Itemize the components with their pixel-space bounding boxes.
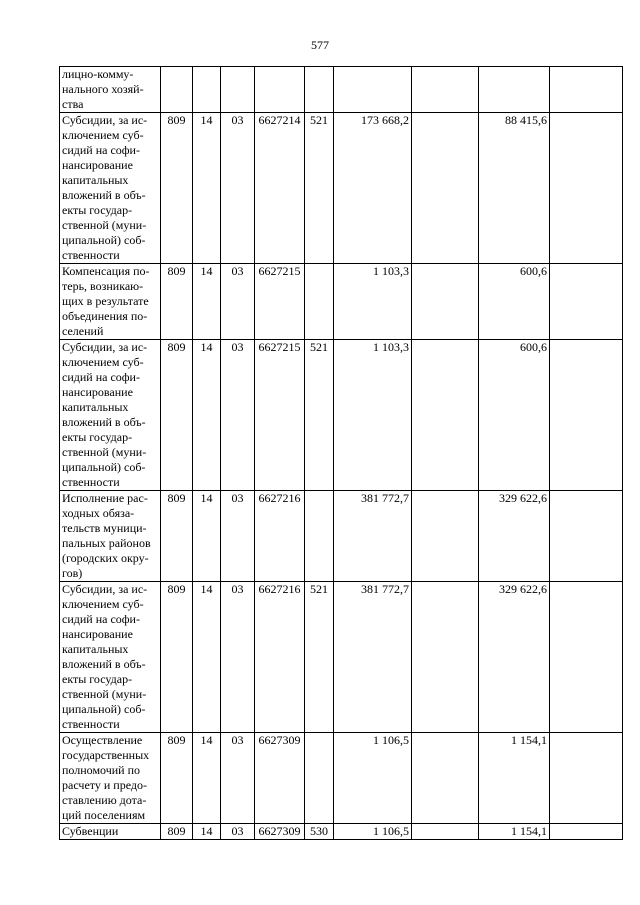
amount-cell-3: 600,6 bbox=[479, 264, 550, 340]
amount-cell-2 bbox=[412, 67, 479, 113]
section-code-cell: 14 bbox=[193, 113, 221, 264]
amount-cell-2 bbox=[412, 340, 479, 491]
page-number: 577 bbox=[311, 38, 329, 52]
amount-cell-3: 88 415,6 bbox=[479, 113, 550, 264]
section-code-cell: 14 bbox=[193, 340, 221, 491]
section-code-cell: 14 bbox=[193, 582, 221, 733]
target-article-cell bbox=[255, 67, 305, 113]
budget-table bbox=[59, 66, 623, 840]
amount-cell-2 bbox=[412, 113, 479, 264]
amount-cell-4 bbox=[550, 67, 623, 113]
table-row bbox=[60, 491, 623, 582]
section-code-cell: 14 bbox=[193, 733, 221, 824]
ministry-code-cell: 809 bbox=[161, 582, 193, 733]
expense-type-cell: 521 bbox=[305, 113, 334, 264]
subsection-code-cell: 03 bbox=[221, 340, 255, 491]
subsection-code-cell bbox=[221, 67, 255, 113]
amount-cell-1: 173 668,2 bbox=[334, 113, 412, 264]
section-code-cell: 14 bbox=[193, 491, 221, 582]
amount-cell-1: 1 106,5 bbox=[334, 824, 412, 840]
ministry-code-cell: 809 bbox=[161, 733, 193, 824]
amount-cell-2 bbox=[412, 824, 479, 840]
target-article-cell: 6627216 bbox=[255, 491, 305, 582]
amount-cell-4 bbox=[550, 582, 623, 733]
amount-cell-1: 1 103,3 bbox=[334, 340, 412, 491]
amount-cell-4 bbox=[550, 264, 623, 340]
subsection-code-cell: 03 bbox=[221, 491, 255, 582]
amount-cell-2 bbox=[412, 264, 479, 340]
table-row bbox=[60, 264, 623, 340]
ministry-code-cell: 809 bbox=[161, 340, 193, 491]
target-article-cell: 6627309 bbox=[255, 733, 305, 824]
amount-cell-1: 1 103,3 bbox=[334, 264, 412, 340]
ministry-code-cell: 809 bbox=[161, 264, 193, 340]
ministry-code-cell: 809 bbox=[161, 824, 193, 840]
target-article-cell: 6627216 bbox=[255, 582, 305, 733]
amount-cell-3: 1 154,1 bbox=[479, 824, 550, 840]
target-article-cell: 6627215 bbox=[255, 264, 305, 340]
section-code-cell bbox=[193, 67, 221, 113]
amount-cell-1: 381 772,7 bbox=[334, 491, 412, 582]
section-code-cell: 14 bbox=[193, 264, 221, 340]
amount-cell-3 bbox=[479, 67, 550, 113]
amount-cell-4 bbox=[550, 491, 623, 582]
amount-cell-2 bbox=[412, 491, 479, 582]
amount-cell-1: 381 772,7 bbox=[334, 582, 412, 733]
target-article-cell: 6627215 bbox=[255, 340, 305, 491]
subsection-code-cell: 03 bbox=[221, 733, 255, 824]
expense-type-cell bbox=[305, 67, 334, 113]
section-code-cell: 14 bbox=[193, 824, 221, 840]
expense-type-cell: 521 bbox=[305, 582, 334, 733]
item-name-cell: Субвенции bbox=[60, 824, 161, 840]
target-article-cell: 6627309 bbox=[255, 824, 305, 840]
expense-type-cell bbox=[305, 733, 334, 824]
table-row bbox=[60, 824, 623, 840]
item-name-cell: Осуществление государственных полномочий по расчету и предо- ставлению дота- ций поселениям bbox=[60, 733, 161, 824]
expense-type-cell: 521 bbox=[305, 340, 334, 491]
amount-cell-3: 329 622,6 bbox=[479, 491, 550, 582]
ministry-code-cell bbox=[161, 67, 193, 113]
subsection-code-cell: 03 bbox=[221, 824, 255, 840]
amount-cell-3: 1 154,1 bbox=[479, 733, 550, 824]
table-body bbox=[60, 67, 623, 840]
item-name-cell: Субсидии, за ис- ключением суб- сидий на софи- нансирование капитальных вложений в объ- екты государ- ственной (муни- ципальной) соб- ственности bbox=[60, 113, 161, 264]
amount-cell-3: 329 622,6 bbox=[479, 582, 550, 733]
amount-cell-3: 600,6 bbox=[479, 340, 550, 491]
amount-cell-4 bbox=[550, 113, 623, 264]
amount-cell-4 bbox=[550, 340, 623, 491]
amount-cell-1: 1 106,5 bbox=[334, 733, 412, 824]
item-name-cell: лицно-комму- нального хозяй- ства bbox=[60, 67, 161, 113]
item-name-cell: Субсидии, за ис- ключением суб- сидий на софи- нансирование капитальных вложений в объ- екты государ- ственной (муни- ципальной) соб- ственности bbox=[60, 340, 161, 491]
table-row bbox=[60, 340, 623, 491]
subsection-code-cell: 03 bbox=[221, 264, 255, 340]
table-row bbox=[60, 582, 623, 733]
amount-cell-2 bbox=[412, 582, 479, 733]
expense-type-cell bbox=[305, 264, 334, 340]
subsection-code-cell: 03 bbox=[221, 113, 255, 264]
table-row bbox=[60, 67, 623, 113]
ministry-code-cell: 809 bbox=[161, 491, 193, 582]
expense-type-cell: 530 bbox=[305, 824, 334, 840]
item-name-cell: Субсидии, за ис- ключением суб- сидий на софи- нансирование капитальных вложений в объ- екты государ- ственной (муни- ципальной) соб- ственности bbox=[60, 582, 161, 733]
table-row bbox=[60, 733, 623, 824]
amount-cell-1 bbox=[334, 67, 412, 113]
amount-cell-2 bbox=[412, 733, 479, 824]
table-row bbox=[60, 113, 623, 264]
item-name-cell: Исполнение рас- ходных обяза- тельств муници- пальных районов (городских окру- гов) bbox=[60, 491, 161, 582]
target-article-cell: 6627214 bbox=[255, 113, 305, 264]
ministry-code-cell: 809 bbox=[161, 113, 193, 264]
item-name-cell: Компенсация по- терь, возникаю- щих в результате объединения по- селений bbox=[60, 264, 161, 340]
amount-cell-4 bbox=[550, 824, 623, 840]
expense-type-cell bbox=[305, 491, 334, 582]
subsection-code-cell: 03 bbox=[221, 582, 255, 733]
amount-cell-4 bbox=[550, 733, 623, 824]
